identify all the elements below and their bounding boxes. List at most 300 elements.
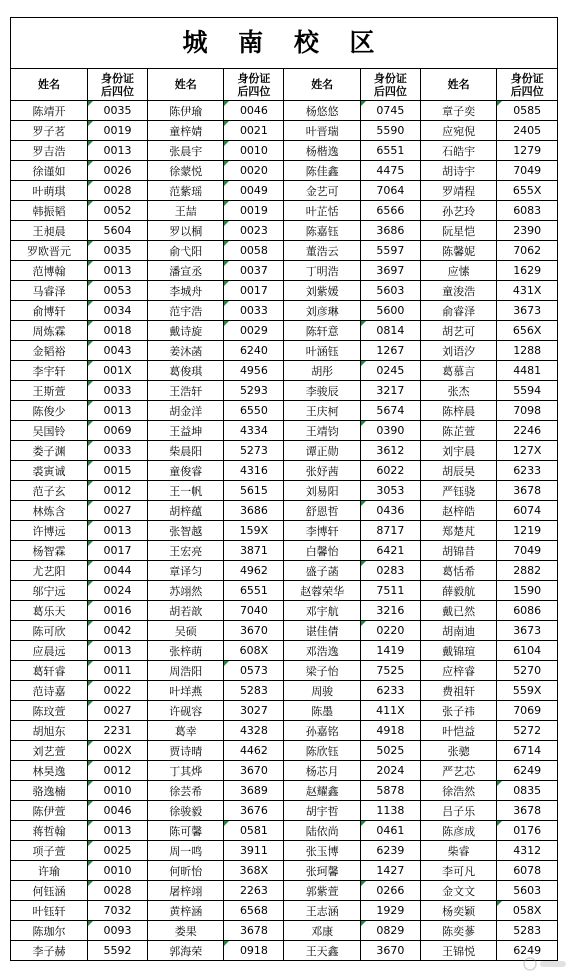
student-name-cell: 徐骏毅 — [147, 801, 223, 821]
id-last4-cell: 0013 — [87, 821, 147, 841]
id-last4-cell: 0283 — [360, 561, 420, 581]
id-last4-cell: 0069 — [87, 421, 147, 441]
id-last4-cell: 0266 — [360, 881, 420, 901]
id-last4-cell: 1929 — [360, 901, 420, 921]
student-name-cell: 邓宇航 — [284, 601, 360, 621]
student-name-cell: 杨楷逸 — [284, 141, 360, 161]
id-last4-cell: 7032 — [87, 901, 147, 921]
student-name-cell: 金文文 — [420, 881, 496, 901]
id-last4-cell: 0013 — [87, 141, 147, 161]
header-id-last4: 身份证 后四位 — [497, 69, 557, 101]
id-last4-cell: 0010 — [224, 141, 284, 161]
student-name-cell: 章子奕 — [420, 101, 496, 121]
student-name-cell: 陆依尚 — [284, 821, 360, 841]
student-name-cell: 章译匀 — [147, 561, 223, 581]
student-name-cell: 刘艺萱 — [11, 741, 87, 761]
student-name-cell: 尤艺阳 — [11, 561, 87, 581]
id-last4-cell: 3027 — [224, 701, 284, 721]
student-name-cell: 叶涵钰 — [284, 341, 360, 361]
student-name-cell: 陈伊萱 — [11, 801, 87, 821]
id-last4-cell: 6104 — [497, 641, 557, 661]
student-name-cell: 吴硕 — [147, 621, 223, 641]
table-row — [11, 481, 557, 501]
student-name-cell: 范宇浩 — [147, 301, 223, 321]
student-name-cell: 王一帆 — [147, 481, 223, 501]
student-name-cell: 王斯萱 — [11, 381, 87, 401]
student-name-cell: 范诗嘉 — [11, 681, 87, 701]
id-last4-cell: 6240 — [224, 341, 284, 361]
student-name-cell: 白馨怡 — [284, 541, 360, 561]
student-name-cell: 应愫 — [420, 261, 496, 281]
id-last4-cell: 5600 — [360, 301, 420, 321]
id-last4-cell: 4328 — [224, 721, 284, 741]
id-last4-cell: 3689 — [224, 781, 284, 801]
id-last4-cell: 6568 — [224, 901, 284, 921]
student-name-cell: 周一鸣 — [147, 841, 223, 861]
id-last4-cell: 0013 — [87, 261, 147, 281]
student-name-cell: 叶垟燕 — [147, 681, 223, 701]
student-name-cell: 张智越 — [147, 521, 223, 541]
id-last4-cell: 4481 — [497, 361, 557, 381]
student-name-cell: 赵蓉荣华 — [284, 581, 360, 601]
student-name-cell: 丁其烨 — [147, 761, 223, 781]
student-name-cell: 童浚浩 — [420, 281, 496, 301]
id-last4-cell: 5283 — [224, 681, 284, 701]
table-row — [11, 181, 557, 201]
student-name-cell: 胡诗宇 — [420, 161, 496, 181]
id-last4-cell: 4962 — [224, 561, 284, 581]
student-name-cell: 童梓婧 — [147, 121, 223, 141]
student-name-cell: 范博翰 — [11, 261, 87, 281]
student-name-cell: 罗吉浩 — [11, 141, 87, 161]
student-name-cell: 刘易阳 — [284, 481, 360, 501]
table-body — [11, 101, 557, 961]
id-last4-cell: 559X — [497, 681, 557, 701]
id-last4-cell: 159X — [224, 521, 284, 541]
student-name-cell: 何昕怡 — [147, 861, 223, 881]
id-last4-cell: 655X — [497, 181, 557, 201]
student-name-cell: 俞睿泽 — [420, 301, 496, 321]
id-last4-cell: 002X — [87, 741, 147, 761]
id-last4-cell: 058X — [497, 901, 557, 921]
student-name-cell: 赵耀鑫 — [284, 781, 360, 801]
student-name-cell: 董浩云 — [284, 241, 360, 261]
student-name-cell: 王天鑫 — [284, 941, 360, 961]
id-last4-cell: 1629 — [497, 261, 557, 281]
id-last4-cell: 0245 — [360, 361, 420, 381]
student-name-cell: 马睿泽 — [11, 281, 87, 301]
student-name-cell: 张骢 — [420, 741, 496, 761]
id-last4-cell: 3670 — [224, 621, 284, 641]
student-name-cell: 葛恬希 — [420, 561, 496, 581]
id-last4-cell: 0037 — [224, 261, 284, 281]
id-last4-cell: 0049 — [224, 181, 284, 201]
student-name-cell: 杨芯月 — [284, 761, 360, 781]
table-row — [11, 501, 557, 521]
id-last4-cell: 1279 — [497, 141, 557, 161]
header-row — [11, 69, 557, 101]
id-last4-cell: 0019 — [87, 121, 147, 141]
student-name-cell: 叶恺益 — [420, 721, 496, 741]
table-row — [11, 361, 557, 381]
student-name-cell: 柴睿 — [420, 841, 496, 861]
id-last4-cell: 7062 — [497, 241, 557, 261]
id-last4-cell: 4462 — [224, 741, 284, 761]
id-last4-cell: 3686 — [224, 501, 284, 521]
table-row — [11, 521, 557, 541]
id-last4-cell: 0012 — [87, 481, 147, 501]
student-name-cell: 柴晨阳 — [147, 441, 223, 461]
id-last4-cell: 2882 — [497, 561, 557, 581]
id-last4-cell: 0814 — [360, 321, 420, 341]
id-last4-cell: 0053 — [87, 281, 147, 301]
student-name-cell: 王锦悦 — [420, 941, 496, 961]
student-name-cell: 吕子乐 — [420, 801, 496, 821]
student-name-cell: 胡若歆 — [147, 601, 223, 621]
student-name-cell: 丁明浩 — [284, 261, 360, 281]
id-last4-cell: 0573 — [224, 661, 284, 681]
id-last4-cell: 0046 — [224, 101, 284, 121]
student-name-cell: 王浩轩 — [147, 381, 223, 401]
student-name-cell: 戴诗旋 — [147, 321, 223, 341]
student-name-cell: 吴国铃 — [11, 421, 87, 441]
table-row — [11, 841, 557, 861]
table-row — [11, 821, 557, 841]
id-last4-cell: 2246 — [497, 421, 557, 441]
id-last4-cell: 0042 — [87, 621, 147, 641]
id-last4-cell: 6078 — [497, 861, 557, 881]
student-name-cell: 费祖轩 — [420, 681, 496, 701]
student-name-cell: 葛轩睿 — [11, 661, 87, 681]
student-name-cell: 叶芷恬 — [284, 201, 360, 221]
id-last4-cell: 2263 — [224, 881, 284, 901]
id-last4-cell: 0745 — [360, 101, 420, 121]
student-name-cell: 胡梓蕴 — [147, 501, 223, 521]
id-last4-cell: 6551 — [360, 141, 420, 161]
student-name-cell: 郑楚芃 — [420, 521, 496, 541]
student-name-cell: 盛子菡 — [284, 561, 360, 581]
id-last4-cell: 6083 — [497, 201, 557, 221]
student-name-cell: 周浩阳 — [147, 661, 223, 681]
student-name-cell: 陈靖开 — [11, 101, 87, 121]
table-row — [11, 421, 557, 441]
table-row — [11, 401, 557, 421]
id-last4-cell: 1419 — [360, 641, 420, 661]
id-last4-cell: 368X — [224, 861, 284, 881]
id-last4-cell: 0019 — [224, 201, 284, 221]
id-last4-cell: 6551 — [224, 581, 284, 601]
student-name-cell: 薛毅航 — [420, 581, 496, 601]
id-last4-cell: 8717 — [360, 521, 420, 541]
student-name-cell: 张晨宇 — [147, 141, 223, 161]
table-row — [11, 601, 557, 621]
header-name: 姓名 — [147, 69, 223, 101]
id-last4-cell: 6249 — [497, 941, 557, 961]
table-row — [11, 621, 557, 641]
table-row — [11, 881, 557, 901]
id-last4-cell: 6566 — [360, 201, 420, 221]
student-name-cell: 项子萱 — [11, 841, 87, 861]
student-name-cell: 陈芷萱 — [420, 421, 496, 441]
student-name-cell: 童俊睿 — [147, 461, 223, 481]
header-id-last4: 身份证 后四位 — [360, 69, 420, 101]
id-last4-cell: 0461 — [360, 821, 420, 841]
student-name-cell: 裘寅诚 — [11, 461, 87, 481]
table-row — [11, 641, 557, 661]
id-last4-cell: 5878 — [360, 781, 420, 801]
table-row — [11, 201, 557, 221]
student-name-cell: 严艺芯 — [420, 761, 496, 781]
table-row — [11, 721, 557, 741]
id-last4-cell: 0835 — [497, 781, 557, 801]
table-row — [11, 921, 557, 941]
id-last4-cell: 0022 — [87, 681, 147, 701]
table-row — [11, 901, 557, 921]
student-name-cell: 王宏亮 — [147, 541, 223, 561]
id-last4-cell: 6239 — [360, 841, 420, 861]
id-last4-cell: 3697 — [360, 261, 420, 281]
student-name-cell: 叶钰轩 — [11, 901, 87, 921]
student-name-cell: 周骏 — [284, 681, 360, 701]
student-name-cell: 罗靖程 — [420, 181, 496, 201]
id-last4-cell: 7040 — [224, 601, 284, 621]
student-name-cell: 胡锦昔 — [420, 541, 496, 561]
student-name-cell: 李可凡 — [420, 861, 496, 881]
id-last4-cell: 2024 — [360, 761, 420, 781]
id-last4-cell: 5590 — [360, 121, 420, 141]
student-name-cell: 陈墨 — [284, 701, 360, 721]
id-last4-cell: 6249 — [497, 761, 557, 781]
student-name-cell: 张子祎 — [420, 701, 496, 721]
student-name-cell: 胡艺可 — [420, 321, 496, 341]
id-last4-cell: 127X — [497, 441, 557, 461]
student-name-cell: 梁子怡 — [284, 661, 360, 681]
student-name-cell: 陈玟萱 — [11, 701, 87, 721]
student-name-cell: 张杰 — [420, 381, 496, 401]
id-last4-cell: 0013 — [87, 401, 147, 421]
student-name-cell: 徐蒙悦 — [147, 161, 223, 181]
id-last4-cell: 6233 — [360, 681, 420, 701]
sheet-title: 城 南 校 区 — [11, 18, 557, 69]
id-last4-cell: 0023 — [224, 221, 284, 241]
id-last4-cell: 3670 — [360, 941, 420, 961]
id-last4-cell: 0027 — [87, 501, 147, 521]
id-last4-cell: 0013 — [87, 521, 147, 541]
id-last4-cell: 1219 — [497, 521, 557, 541]
id-last4-cell: 0017 — [224, 281, 284, 301]
student-name-cell: 陈轩意 — [284, 321, 360, 341]
id-last4-cell: 6550 — [224, 401, 284, 421]
table-row — [11, 561, 557, 581]
student-name-cell: 范子玄 — [11, 481, 87, 501]
id-last4-cell: 7064 — [360, 181, 420, 201]
table-row — [11, 381, 557, 401]
table-row — [11, 761, 557, 781]
id-last4-cell: 0390 — [360, 421, 420, 441]
id-last4-cell: 0093 — [87, 921, 147, 941]
student-name-cell: 王庆柯 — [284, 401, 360, 421]
id-last4-cell: 5273 — [224, 441, 284, 461]
student-name-cell: 葛乐天 — [11, 601, 87, 621]
student-name-cell: 徐谨如 — [11, 161, 87, 181]
table-row — [11, 101, 557, 121]
student-name-cell: 郭海荣 — [147, 941, 223, 961]
student-name-cell: 胡金洋 — [147, 401, 223, 421]
id-last4-cell: 0010 — [87, 781, 147, 801]
id-last4-cell: 0018 — [87, 321, 147, 341]
id-last4-cell: 6233 — [497, 461, 557, 481]
id-last4-cell: 656X — [497, 321, 557, 341]
id-last4-cell: 6074 — [497, 501, 557, 521]
id-last4-cell: 0028 — [87, 181, 147, 201]
id-last4-cell: 7525 — [360, 661, 420, 681]
student-name-cell: 贾诗晴 — [147, 741, 223, 761]
table-row — [11, 781, 557, 801]
id-last4-cell: 4475 — [360, 161, 420, 181]
id-last4-cell: 1138 — [360, 801, 420, 821]
student-name-cell: 胡辰昊 — [420, 461, 496, 481]
id-last4-cell: 608X — [224, 641, 284, 661]
id-last4-cell: 4334 — [224, 421, 284, 441]
id-last4-cell: 1427 — [360, 861, 420, 881]
id-last4-cell: 0058 — [224, 241, 284, 261]
id-last4-cell: 3911 — [224, 841, 284, 861]
student-name-cell: 王昶晨 — [11, 221, 87, 241]
student-name-cell: 应宛倪 — [420, 121, 496, 141]
id-last4-cell: 5604 — [87, 221, 147, 241]
student-name-cell: 骆逸楠 — [11, 781, 87, 801]
id-last4-cell: 2231 — [87, 721, 147, 741]
id-last4-cell: 5272 — [497, 721, 557, 741]
id-last4-cell: 1590 — [497, 581, 557, 601]
student-name-cell: 许博远 — [11, 521, 87, 541]
id-last4-cell: 2405 — [497, 121, 557, 141]
table-row — [11, 241, 557, 261]
id-last4-cell: 7098 — [497, 401, 557, 421]
table-row — [11, 581, 557, 601]
id-last4-cell: 0585 — [497, 101, 557, 121]
student-name-cell: 张妤茜 — [284, 461, 360, 481]
student-name-cell: 陈珈尔 — [11, 921, 87, 941]
student-name-cell: 应梓睿 — [420, 661, 496, 681]
student-name-cell: 王志涵 — [284, 901, 360, 921]
student-name-cell: 阮星恺 — [420, 221, 496, 241]
id-last4-cell: 3678 — [224, 921, 284, 941]
student-name-cell: 陈欣钰 — [284, 741, 360, 761]
id-last4-cell: 6086 — [497, 601, 557, 621]
student-name-cell: 潘宣丞 — [147, 261, 223, 281]
student-name-cell: 陈梓晨 — [420, 401, 496, 421]
student-name-cell: 陈可欣 — [11, 621, 87, 641]
id-last4-cell: 3670 — [224, 761, 284, 781]
student-name-cell: 邓康 — [284, 921, 360, 941]
id-last4-cell: 0025 — [87, 841, 147, 861]
student-name-cell: 戴锦瑄 — [420, 641, 496, 661]
id-last4-cell: 5603 — [360, 281, 420, 301]
student-name-cell: 娄子渊 — [11, 441, 87, 461]
student-name-cell: 谭正勋 — [284, 441, 360, 461]
student-name-cell: 张珂馨 — [284, 861, 360, 881]
id-last4-cell: 3673 — [497, 301, 557, 321]
table-row — [11, 261, 557, 281]
id-last4-cell: 431X — [497, 281, 557, 301]
id-last4-cell: 0033 — [87, 441, 147, 461]
table-row — [11, 301, 557, 321]
student-name-cell: 舒恩哲 — [284, 501, 360, 521]
id-last4-cell: 5597 — [360, 241, 420, 261]
student-name-cell: 杨悠悠 — [284, 101, 360, 121]
student-name-cell: 王益坤 — [147, 421, 223, 441]
student-name-cell: 刘彦琳 — [284, 301, 360, 321]
table-row — [11, 321, 557, 341]
id-last4-cell: 4918 — [360, 721, 420, 741]
student-name-cell: 郭紫萱 — [284, 881, 360, 901]
student-name-cell: 孙嘉铭 — [284, 721, 360, 741]
table-row — [11, 541, 557, 561]
id-last4-cell: 5594 — [497, 381, 557, 401]
id-last4-cell: 3216 — [360, 601, 420, 621]
table-row — [11, 461, 557, 481]
id-last4-cell: 3053 — [360, 481, 420, 501]
table-row — [11, 161, 557, 181]
id-last4-cell: 6421 — [360, 541, 420, 561]
id-last4-cell: 0020 — [224, 161, 284, 181]
student-name-cell: 陈可馨 — [147, 821, 223, 841]
roster-sheet — [10, 17, 558, 961]
student-name-cell: 王喆 — [147, 201, 223, 221]
id-last4-cell: 0021 — [224, 121, 284, 141]
student-name-cell: 许瑜 — [11, 861, 87, 881]
id-last4-cell: 5293 — [224, 381, 284, 401]
student-name-cell: 张玉博 — [284, 841, 360, 861]
student-name-cell: 石皓宇 — [420, 141, 496, 161]
id-last4-cell: 0044 — [87, 561, 147, 581]
header-name: 姓名 — [11, 69, 87, 101]
id-last4-cell: 0026 — [87, 161, 147, 181]
id-last4-cell: 4956 — [224, 361, 284, 381]
header-id-last4: 身份证 后四位 — [224, 69, 284, 101]
student-name-cell: 邬宁远 — [11, 581, 87, 601]
student-name-cell: 金韬裕 — [11, 341, 87, 361]
student-name-cell: 许砚容 — [147, 701, 223, 721]
student-name-cell: 黄梓涵 — [147, 901, 223, 921]
id-last4-cell: 0033 — [224, 301, 284, 321]
id-last4-cell: 7049 — [497, 161, 557, 181]
id-last4-cell: 3676 — [224, 801, 284, 821]
student-name-cell: 娄果 — [147, 921, 223, 941]
student-name-cell: 张梓萌 — [147, 641, 223, 661]
id-last4-cell: 3612 — [360, 441, 420, 461]
student-name-cell: 葛幸 — [147, 721, 223, 741]
student-name-cell: 范紫瑶 — [147, 181, 223, 201]
student-name-cell: 俞弋阳 — [147, 241, 223, 261]
student-name-cell: 姜沐菡 — [147, 341, 223, 361]
table-row — [11, 121, 557, 141]
id-last4-cell: 3678 — [497, 481, 557, 501]
student-name-cell: 徐浩然 — [420, 781, 496, 801]
student-name-cell: 杨奕颖 — [420, 901, 496, 921]
student-name-cell: 林炼含 — [11, 501, 87, 521]
student-name-cell: 陈奕蔘 — [420, 921, 496, 941]
id-last4-cell: 0043 — [87, 341, 147, 361]
student-name-cell: 罗欧晋元 — [11, 241, 87, 261]
id-last4-cell: 6022 — [360, 461, 420, 481]
student-name-cell: 胡宇哲 — [284, 801, 360, 821]
id-last4-cell: 3217 — [360, 381, 420, 401]
student-name-cell: 陈伊瑜 — [147, 101, 223, 121]
student-name-cell: 韩振韬 — [11, 201, 87, 221]
id-last4-cell: 001X — [87, 361, 147, 381]
